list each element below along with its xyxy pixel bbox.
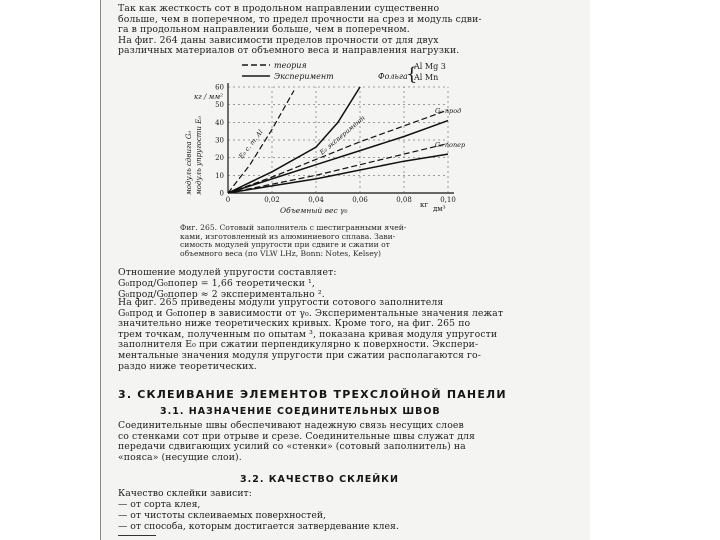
paragraph-top: Так как жесткость сот в продольном направлении существенно больше, чем в поперечном, то предел прочности на срез и модуль сдви- га в продольном направлении больше, чем в поперечном. На фиг. 264 даны зависимости пределов прочности от для двух различных материалов от объемного веса и направления нагрузки. <box>118 3 482 57</box>
ratio-line-2: G₀прод/G₀попер ≈ 2 экспериментально ². <box>118 289 325 300</box>
curve-label-g-across: G₀ попер <box>435 141 466 149</box>
subheading-purpose-of-seams: 3.1. НАЗНАЧЕНИЕ СОЕДИНИТЕЛЬНЫХ ШВОВ <box>160 406 441 417</box>
figure-265-chart <box>180 55 480 225</box>
y-tick-label: 20 <box>215 154 224 163</box>
y-unit-label: кг / мм² <box>194 93 223 101</box>
x-unit-top: кг <box>420 201 429 209</box>
footnote-rule <box>118 535 156 536</box>
series-line <box>228 154 448 193</box>
x-tick-label: 0 <box>225 196 231 204</box>
x-tick-label: 0,02 <box>264 196 280 204</box>
y-axis-label-2: модуль упругости E₀ <box>195 115 203 195</box>
legend-experiment-label: Эксперимент <box>274 72 334 81</box>
legend-material-2: Al Mn <box>414 73 439 82</box>
quality-intro: Качество склейки зависит: <box>118 488 252 499</box>
y-tick-label: 0 <box>219 189 224 198</box>
y-tick-label: 60 <box>215 83 224 92</box>
y-tick-label: 30 <box>215 136 224 145</box>
quality-item: — от чистоты склеиваемых поверхностей, <box>118 510 326 521</box>
x-unit-bottom: дм³ <box>433 205 446 213</box>
curve-label-e-exp: E₀ эксперимент <box>318 113 367 157</box>
paragraph-seams: Соединительные швы обеспечивают надежную связь несущих слоев со стенками сот при отрыве и срезе. Соединительные швы служат для передачи сдвигающих усилий со «стенки» (сотовый заполнитель) на «пояса» (несущие слои). <box>118 420 476 463</box>
y-tick-label: 40 <box>215 118 224 127</box>
x-tick-label: 0,08 <box>396 196 412 204</box>
page-edge-line <box>100 0 101 540</box>
y-tick-label: 50 <box>215 101 224 110</box>
legend-brace: { <box>406 64 418 85</box>
ratio-line-1: G₀прод/G₀попер = 1,66 теоретически ¹, <box>118 278 315 289</box>
y-tick-label: 10 <box>215 171 224 180</box>
x-axis-label: Объемный вес γ₀ <box>280 206 348 215</box>
curve-label-g-along: G₀ прод <box>435 107 462 115</box>
figure-caption: Фиг. 265. Сотовый заполнитель с шестигранными ячей- ками, изготовленный из алюминиевого сплава. Зави- симость модулей упругости при сдвиге и сжатии от объемного веса (по VLW LHz, Bonn: Notes, Kelsey) <box>180 223 407 258</box>
curve-label-e-theory: E₀ с. т. Al <box>237 128 265 161</box>
legend-foil-label: Фольга <box>378 72 408 81</box>
paragraph-mid: На фиг. 265 приведены модули упругости сотового заполнителя G₀прод и G₀попер в зависимости от γ₀. Экспериментальные значения лежат значительно ниже теоретических кривых. Кроме того, на фиг. 265 по трем точкам, полученным по опытам ³, показана кривая модуля упругости заполнителя E₀ при сжатии перпендикулярно к поверхности. Экспери- ментальные значения модуля упругости при сжатии располагаются го- раздо ниже теоретических. <box>118 297 504 372</box>
section-heading: 3. СКЛЕИВАНИЕ ЭЛЕМЕНТОВ ТРЕХСЛОЙНОЙ ПАНЕЛИ <box>118 388 507 401</box>
quality-item: — от способа, которым достигается затвердевание клея. <box>118 521 399 532</box>
x-tick-label: 0,10 <box>440 196 456 204</box>
ratio-intro: Отношение модулей упругости составляет: <box>118 267 337 278</box>
y-axis-label-1: модуль сдвига G₀ <box>185 130 193 195</box>
x-tick-label: 0,06 <box>352 196 368 204</box>
legend-theory-label: теория <box>274 61 307 70</box>
x-tick-label: 0,04 <box>308 196 324 204</box>
subheading-bond-quality: 3.2. КАЧЕСТВО СКЛЕЙКИ <box>240 474 399 485</box>
quality-item: — от сорта клея, <box>118 499 201 510</box>
legend-material-1: Al Mg 3 <box>414 62 446 71</box>
